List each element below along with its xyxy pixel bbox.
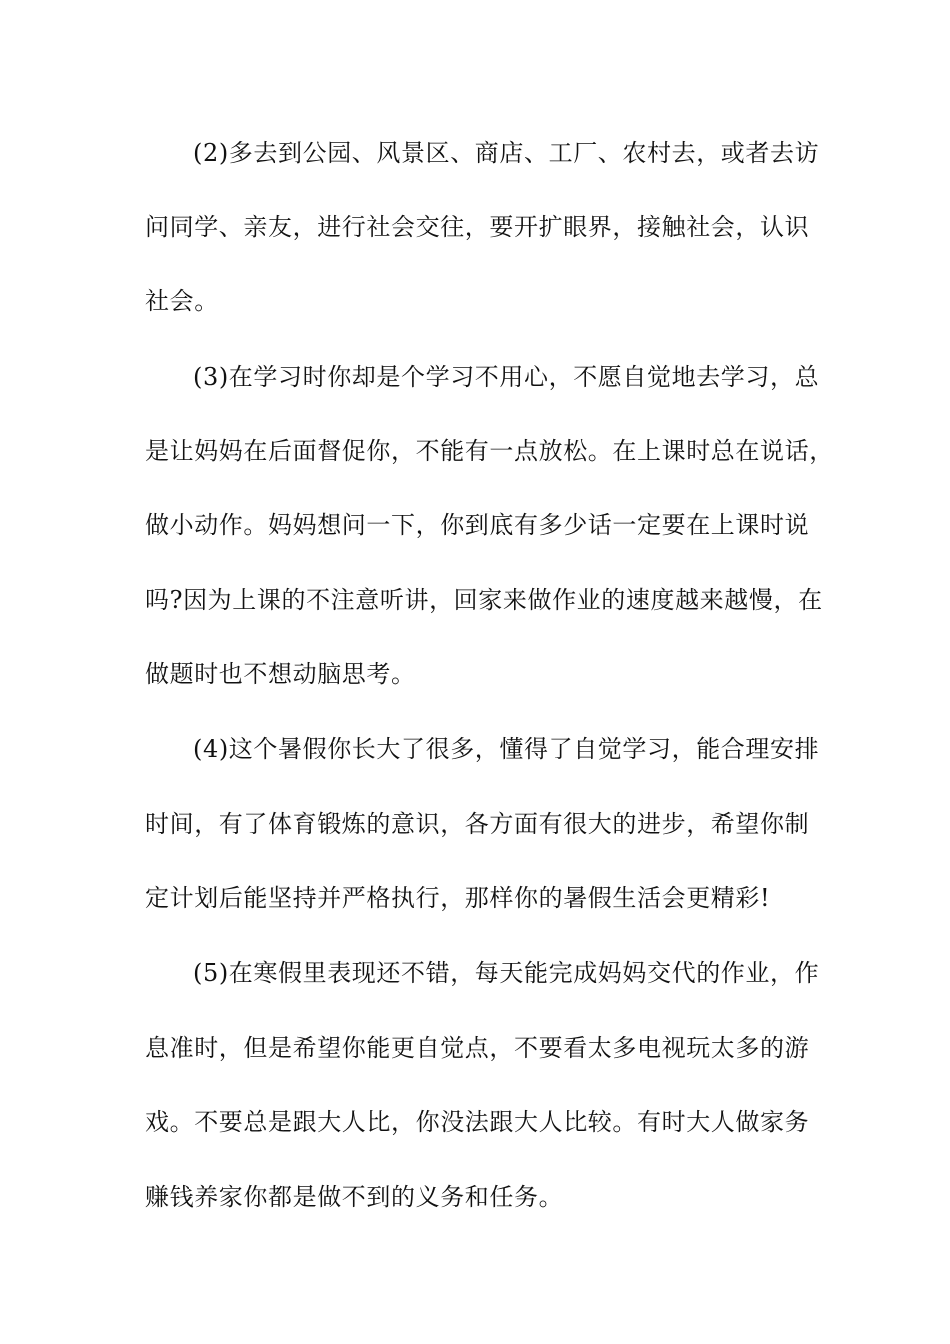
text-line: 问同学、亲友，进行社会交往，要开扩眼界，接触社会，认识 — [145, 213, 810, 241]
text-line: (4)这个暑假你长大了很多，懂得了自觉学习，能合理安排 — [193, 735, 820, 763]
text-line: 吗?因为上课的不注意听讲，回家来做作业的速度越来越慢，在 — [145, 586, 823, 614]
text-line: 定计划后能坚持并严格执行，那样你的暑假生活会更精彩! — [145, 884, 771, 912]
text-line: (2)多去到公园、风景区、商店、工厂、农村去，或者去访 — [193, 139, 820, 167]
text-line: 时间，有了体育锻炼的意识，各方面有很大的进步，希望你制 — [145, 810, 810, 838]
text-line: 息准时，但是希望你能更自觉点，不要看太多电视玩太多的游 — [145, 1034, 810, 1062]
text-line: 社会。 — [145, 287, 219, 315]
text-line: 做题时也不想动脑思考。 — [145, 660, 416, 688]
text-line: (3)在学习时你却是个学习不用心，不愿自觉地去学习，总 — [193, 363, 820, 391]
text-line: (5)在寒假里表现还不错，每天能完成妈妈交代的作业，作 — [193, 959, 820, 987]
text-line: 赚钱养家你都是做不到的义务和任务。 — [145, 1183, 564, 1211]
text-line: 是让妈妈在后面督促你，不能有一点放松。在上课时总在说话， — [145, 437, 834, 465]
text-line: 做小动作。妈妈想问一下，你到底有多少话一定要在上课时说 — [145, 511, 810, 539]
text-line: 戏。不要总是跟大人比，你没法跟大人比较。有时大人做家务 — [145, 1108, 810, 1136]
